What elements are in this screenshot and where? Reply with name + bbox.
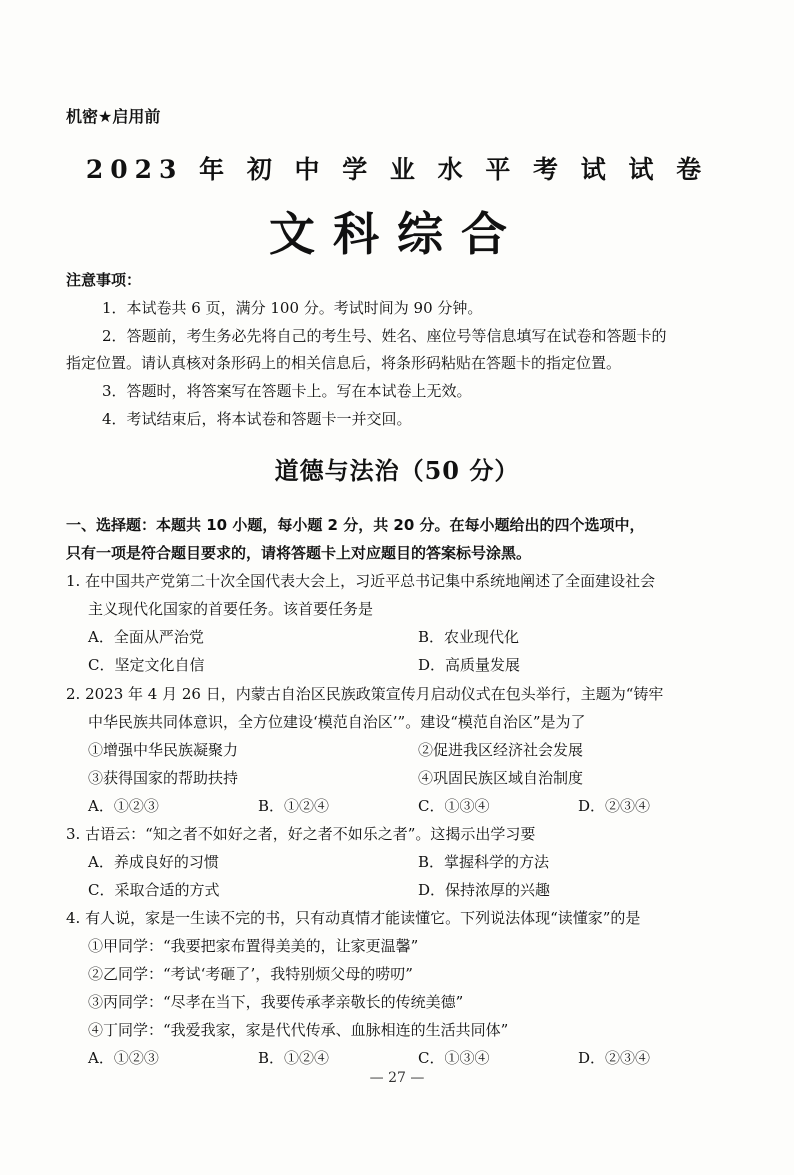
- question-2-stem: 2. 2023 年 4 月 26 日，内蒙古自治区民族政策宣传月启动仪式在包头举行，主题为“铸牢: [66, 685, 664, 703]
- question-2-option-a: A．①②③: [88, 797, 159, 815]
- question-2-item: ②促进我区经济社会发展: [418, 741, 584, 759]
- question-4-option-a: A．①②③: [88, 1049, 159, 1067]
- question-2-option-c: C．①③④: [418, 797, 490, 815]
- notes-heading: 注意事项：: [66, 271, 142, 289]
- subject-title: 文科综合: [269, 207, 525, 261]
- section-title: 道德与法治（50 分）: [274, 456, 520, 485]
- confidential-mark: 机密★启用前: [66, 107, 161, 126]
- question-1-option-d: D．高质量发展: [418, 656, 521, 674]
- question-1-option-a: A．全面从严治党: [88, 628, 204, 646]
- page-number: — 27 —: [369, 1070, 425, 1086]
- question-4-stem: 4. 有人说，家是一生读不完的书，只有动真情才能读懂它。下列说法体现“读懂家”的是: [66, 909, 641, 927]
- instructions-line: 一、选择题：本题共 10 小题，每小题 2 分，共 20 分。在每小题给出的四个选项中，: [66, 516, 645, 534]
- question-3-stem: 3. 古语云：“知之者不如好之者，好之者不如乐之者”。这揭示出学习要: [66, 825, 536, 843]
- note-line: 4．考试结束后，将本试卷和答题卡一并交回。: [102, 410, 412, 428]
- question-1-stem: 1. 在中国共产党第二十次全国代表大会上，习近平总书记集中系统地阐述了全面建设社会: [66, 572, 656, 590]
- question-1-option-c: C．坚定文化自信: [88, 656, 205, 674]
- note-line: 2．答题前，考生务必先将自己的考生号、姓名、座位号等信息填写在试卷和答题卡的: [102, 327, 667, 345]
- question-4-item: ④丁同学：“我爱我家，家是代代传承、血脉相连的生活共同体”: [88, 1021, 509, 1039]
- question-4-option-b: B．①②④: [258, 1049, 330, 1067]
- question-3-option-b: B．掌握科学的方法: [418, 853, 550, 871]
- question-3-option-c: C．采取合适的方式: [88, 881, 220, 899]
- note-line: 1．本试卷共 6 页，满分 100 分。考试时间为 90 分钟。: [102, 299, 483, 317]
- note-line: 3．答题时，将答案写在答题卡上。写在本试卷上无效。: [102, 382, 472, 400]
- question-2-item: ③获得国家的帮助扶持: [88, 769, 239, 787]
- question-2-item: ①增强中华民族凝聚力: [88, 741, 239, 759]
- question-2-stem: 中华民族共同体意识，全方位建设‘模范自治区’”。建设“模范自治区”是为了: [88, 713, 586, 731]
- note-line: 指定位置。请认真核对条形码上的相关信息后，将条形码粘贴在答题卡的指定位置。: [66, 354, 622, 372]
- question-1-stem: 主义现代化国家的首要任务。该首要任务是: [88, 600, 374, 618]
- question-4-item: ③丙同学：“尽孝在当下，我要传承孝亲敬长的传统美德”: [88, 993, 464, 1011]
- question-4-item: ②乙同学：“考试‘考砸了’，我特别烦父母的唠叨”: [88, 965, 413, 983]
- question-3-option-a: A．养成良好的习惯: [88, 853, 219, 871]
- exam-title: 2023 年 初 中 学 业 水 平 考 试 试 卷: [85, 155, 709, 184]
- instructions-line: 只有一项是符合题目要求的，请将答题卡上对应题目的答案标号涂黑。: [66, 544, 532, 562]
- question-4-option-c: C．①③④: [418, 1049, 490, 1067]
- question-3-option-d: D．保持浓厚的兴趣: [418, 881, 551, 899]
- question-4-option-d: D．②③④: [578, 1049, 651, 1067]
- question-4-item: ①甲同学：“我要把家布置得美美的，让家更温馨”: [88, 937, 419, 955]
- question-2-option-b: B．①②④: [258, 797, 330, 815]
- question-2-option-d: D．②③④: [578, 797, 651, 815]
- question-2-item: ④巩固民族区域自治制度: [418, 769, 584, 787]
- question-1-option-b: B．农业现代化: [418, 628, 520, 646]
